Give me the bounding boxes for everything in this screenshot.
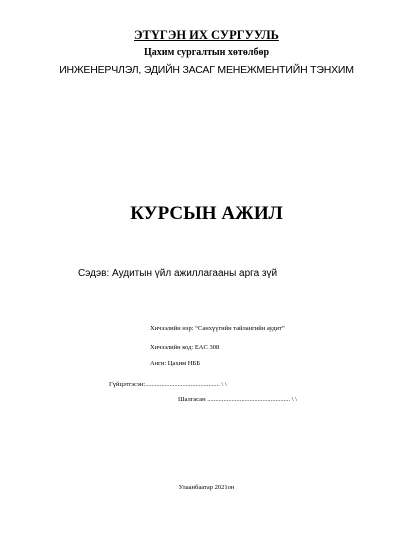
checked-by-line: Шалгасан ................................................... \ \ <box>178 396 297 403</box>
course-name-line: Хичээлийн нэр: “Санхүүгийн тайлангийн аудит” <box>150 325 285 332</box>
university-name: ЭТҮГЭН ИХ СУРГУУЛЬ <box>134 28 279 42</box>
class-line: Анги: Цахим НББ <box>150 360 200 367</box>
program-name: Цахим сургалтын хөтөлбөр <box>143 47 270 58</box>
course-code-line: Хичээлийн код: EAC 308 <box>150 344 220 351</box>
document-title: КУРСЫН АЖИЛ <box>130 203 283 224</box>
place-year-footer: Улаанбаатар 2021он <box>178 484 235 491</box>
topic-line: Сэдэв: Аудитын үйл ажиллагааны арга зүй <box>78 268 278 279</box>
performed-by-line: Гүйцэтгэсэн:.............................................. \ \ <box>109 381 227 388</box>
department-name: ИНЖЕНЕРЧЛЭЛ, ЭДИЙН ЗАСАГ МЕНЕЖМЕНТИЙН ТЭНХИМ <box>59 64 354 76</box>
